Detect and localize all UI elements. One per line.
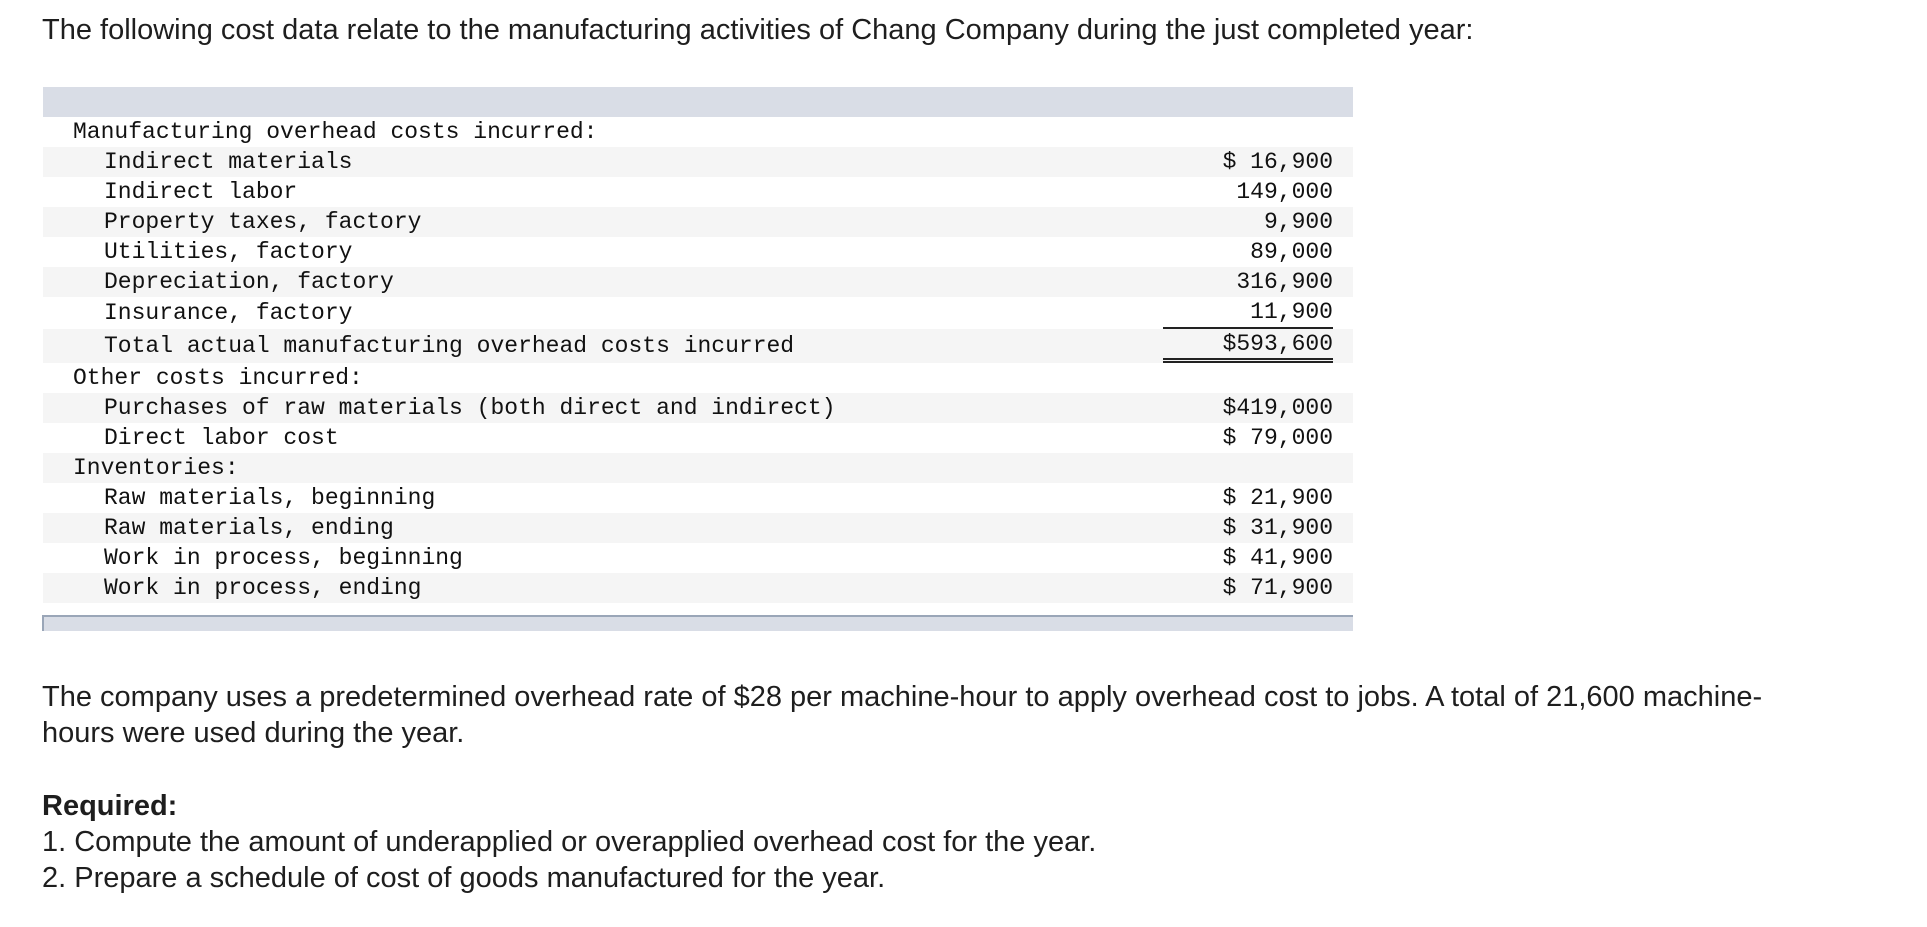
section-heading-overhead: Manufacturing overhead costs incurred: — [43, 117, 1163, 147]
table-row — [43, 117, 1353, 147]
overhead-rate-text-line2: hours were used during the year. — [42, 717, 465, 749]
table-row — [43, 513, 1353, 543]
row-amount: $ 16,900 — [1163, 147, 1353, 177]
row-amount — [1163, 453, 1353, 483]
row-amount — [1163, 363, 1353, 393]
row-amount: $ 79,000 — [1163, 423, 1353, 453]
table-footer-band — [43, 616, 1353, 631]
table-header-band — [43, 87, 1353, 117]
row-amount: 11,900 — [1163, 297, 1353, 329]
row-label: Indirect labor — [43, 177, 1163, 207]
row-label: Work in process, beginning — [43, 543, 1163, 573]
row-label: Work in process, ending — [43, 573, 1163, 603]
section-heading-other: Other costs incurred: — [43, 363, 1163, 393]
row-amount: $ 41,900 — [1163, 543, 1353, 573]
row-label: Raw materials, ending — [43, 513, 1163, 543]
table-footer-spacer — [43, 603, 1353, 616]
row-label: Insurance, factory — [43, 297, 1163, 329]
table-row — [43, 237, 1353, 267]
row-amount: $419,000 — [1163, 393, 1353, 423]
row-amount: $ 21,900 — [1163, 483, 1353, 513]
table-row — [43, 543, 1353, 573]
required-item-1: 1. Compute the amount of underapplied or overapplied overhead cost for the year. — [42, 826, 1097, 858]
table-row-total — [43, 329, 1353, 363]
row-label: Property taxes, factory — [43, 207, 1163, 237]
row-label: Purchases of raw materials (both direct and indirect) — [43, 393, 1163, 423]
table-row — [43, 207, 1353, 237]
section-heading-inventories: Inventories: — [43, 453, 1163, 483]
table-row — [43, 393, 1353, 423]
table-row — [43, 423, 1353, 453]
table-row — [43, 453, 1353, 483]
row-label: Depreciation, factory — [43, 267, 1163, 297]
row-label: Utilities, factory — [43, 237, 1163, 267]
intro-text: The following cost data relate to the manufacturing activities of Chang Company during the just completed year: — [42, 14, 1474, 46]
row-amount: 89,000 — [1163, 237, 1353, 267]
overhead-rate-text-line1: The company uses a predetermined overhead rate of $28 per machine-hour to apply overhead cost to jobs. A total of 21,600 machine- — [42, 681, 1763, 713]
table-row — [43, 177, 1353, 207]
table-row — [43, 267, 1353, 297]
table-row — [43, 363, 1353, 393]
table-row — [43, 483, 1353, 513]
row-amount — [1163, 117, 1353, 147]
row-label: Direct labor cost — [43, 423, 1163, 453]
row-amount: $ 71,900 — [1163, 573, 1353, 603]
row-label: Raw materials, beginning — [43, 483, 1163, 513]
cost-data-table — [42, 87, 1353, 631]
table-row — [43, 147, 1353, 177]
table-row — [43, 297, 1353, 329]
total-amount: $593,600 — [1163, 329, 1353, 363]
row-amount: 9,900 — [1163, 207, 1353, 237]
row-label: Indirect materials — [43, 147, 1163, 177]
row-amount: 316,900 — [1163, 267, 1353, 297]
row-amount: $ 31,900 — [1163, 513, 1353, 543]
row-amount: 149,000 — [1163, 177, 1353, 207]
total-label: Total actual manufacturing overhead costs incurred — [43, 329, 1163, 363]
required-heading: Required: — [42, 790, 178, 822]
required-item-2: 2. Prepare a schedule of cost of goods manufactured for the year. — [42, 862, 886, 894]
table-row — [43, 573, 1353, 603]
